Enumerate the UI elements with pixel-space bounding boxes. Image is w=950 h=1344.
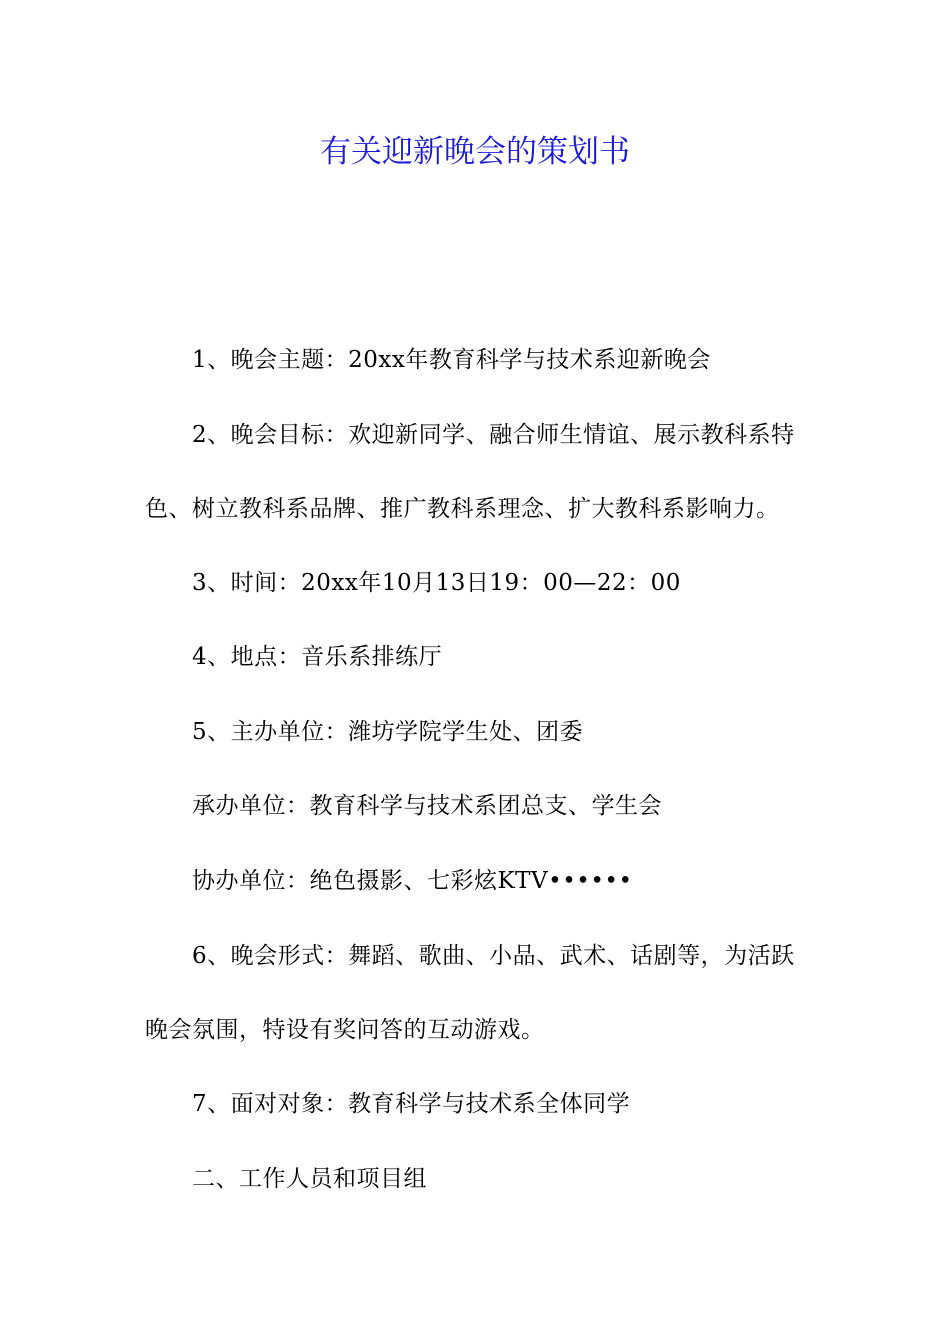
item-host: 5、主办单位：潍坊学院学生处、团委 bbox=[192, 719, 584, 745]
item-theme: 1、晚会主题：20xx年教育科学与技术系迎新晚会 bbox=[192, 347, 711, 373]
section-staff-heading: 二、工作人员和项目组 bbox=[192, 1166, 427, 1192]
document-title: 有关迎新晚会的策划书 bbox=[320, 134, 630, 170]
item-co-organizer: 协办单位：绝色摄影、七彩炫KTV•••••• bbox=[192, 868, 633, 894]
item-format: 6、晚会形式：舞蹈、歌曲、小品、武术、话剧等，为活跃 bbox=[192, 943, 795, 969]
item-format-continued: 晚会氛围，特设有奖问答的互动游戏。 bbox=[145, 1017, 545, 1043]
item-goal: 2、晚会目标：欢迎新同学、融合师生情谊、展示教科系特 bbox=[192, 422, 795, 448]
item-organizer: 承办单位：教育科学与技术系团总支、学生会 bbox=[192, 793, 662, 819]
item-location: 4、地点：音乐系排练厅 bbox=[192, 644, 443, 670]
item-time: 3、时间：20xx年10月13日19：00—22：00 bbox=[192, 570, 681, 596]
item-audience: 7、面对对象：教育科学与技术系全体同学 bbox=[192, 1091, 631, 1117]
item-goal-continued: 色、树立教科系品牌、推广教科系理念、扩大教科系影响力。 bbox=[145, 496, 780, 522]
